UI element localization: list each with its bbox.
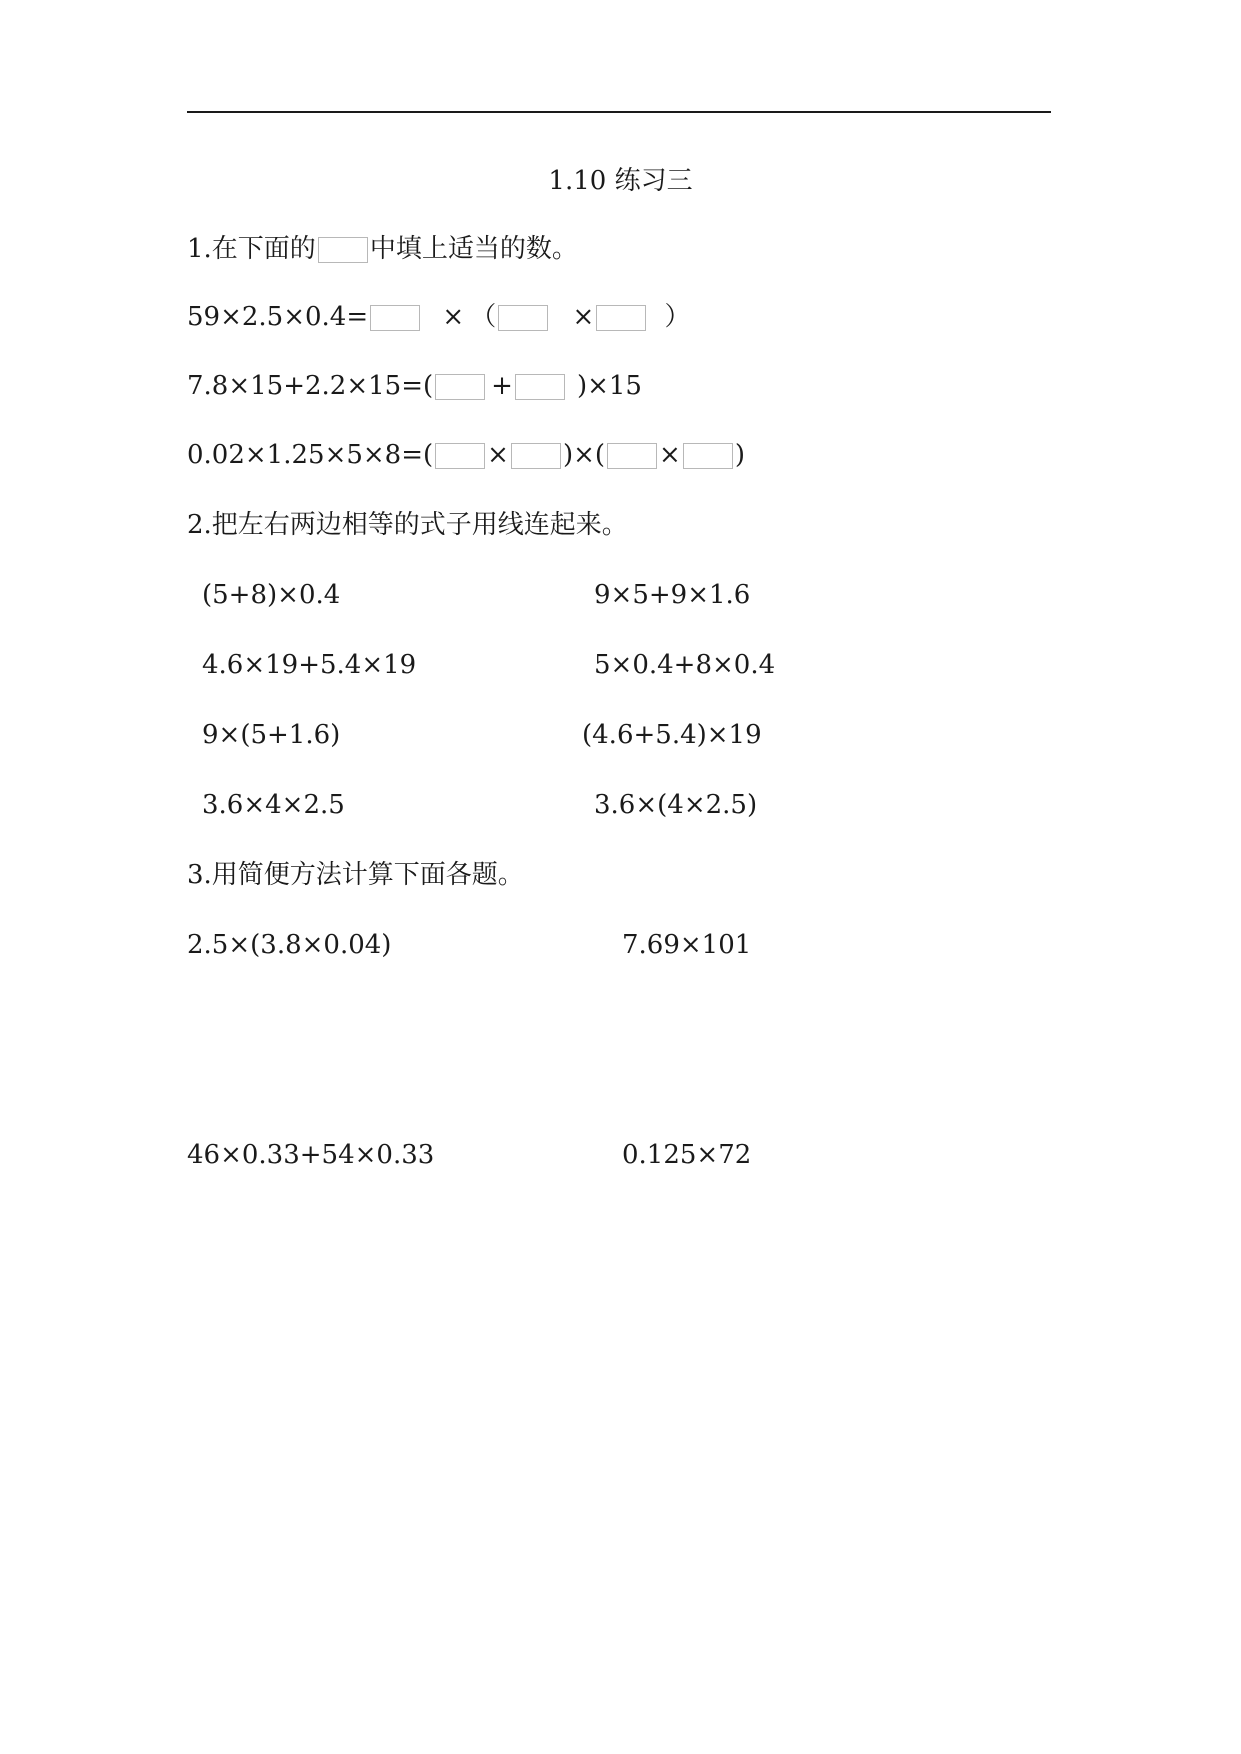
calc-item-3: 46×0.33+54×0.33 <box>187 1140 435 1170</box>
q1-row3-mid: )×( <box>562 440 606 470</box>
q2-heading: 2.把左右两边相等的式子用线连起来。 <box>187 510 628 540</box>
q1-prefix: 1.在下面的 <box>187 234 316 264</box>
calc-item-1: 2.5×(3.8×0.04) <box>187 930 392 960</box>
match-left-1: (5+8)×0.4 <box>202 580 341 610</box>
match-right-2: 5×0.4+8×0.4 <box>594 650 776 680</box>
answer-blank[interactable] <box>683 443 733 469</box>
q3-heading: 3.用简便方法计算下面各题。 <box>187 860 524 890</box>
answer-blank[interactable] <box>596 305 646 331</box>
q1-row1-op1: × <box>442 302 465 332</box>
page-title: 1.10 练习三 <box>548 166 693 196</box>
q1-row2-expr: 7.8×15+2.2×15=( <box>187 371 434 401</box>
match-left-2: 4.6×19+5.4×19 <box>202 650 417 680</box>
calc-item-4: 0.125×72 <box>622 1140 752 1170</box>
q1-row1-expr: 59×2.5×0.4= <box>187 302 369 332</box>
q1-row3-op1: × <box>487 440 509 470</box>
match-left-3: 9×(5+1.6) <box>202 720 341 750</box>
header-rule <box>187 111 1051 113</box>
q1-row-2 <box>187 369 642 403</box>
calc-item-2: 7.69×101 <box>622 930 752 960</box>
q1-row1-rparen: ） <box>664 302 691 332</box>
answer-blank[interactable] <box>435 374 485 400</box>
q1-row1-op2: × <box>572 302 595 332</box>
q1-row-3 <box>187 438 745 472</box>
q1-suffix: 中填上适当的数。 <box>369 234 578 264</box>
answer-blank[interactable] <box>515 374 565 400</box>
q1-row3-tail: ) <box>734 440 745 470</box>
match-right-1: 9×5+9×1.6 <box>594 580 751 610</box>
answer-blank[interactable] <box>435 443 485 469</box>
q1-row2-tail: )×15 <box>576 371 642 401</box>
answer-blank[interactable] <box>370 305 420 331</box>
q1-heading <box>187 232 578 266</box>
q1-row3-op2: × <box>659 440 681 470</box>
q1-row3-expr: 0.02×1.25×5×8=( <box>187 440 434 470</box>
answer-blank[interactable] <box>607 443 657 469</box>
q1-row1-lparen: （ <box>470 302 497 332</box>
answer-blank[interactable] <box>498 305 548 331</box>
example-blank-box <box>318 237 368 263</box>
match-right-4: 3.6×(4×2.5) <box>594 790 758 820</box>
match-left-4: 3.6×4×2.5 <box>202 790 345 820</box>
answer-blank[interactable] <box>511 443 561 469</box>
q1-row2-op1: + <box>491 371 513 401</box>
match-right-3: (4.6+5.4)×19 <box>582 720 762 750</box>
q1-row-1 <box>187 300 691 334</box>
